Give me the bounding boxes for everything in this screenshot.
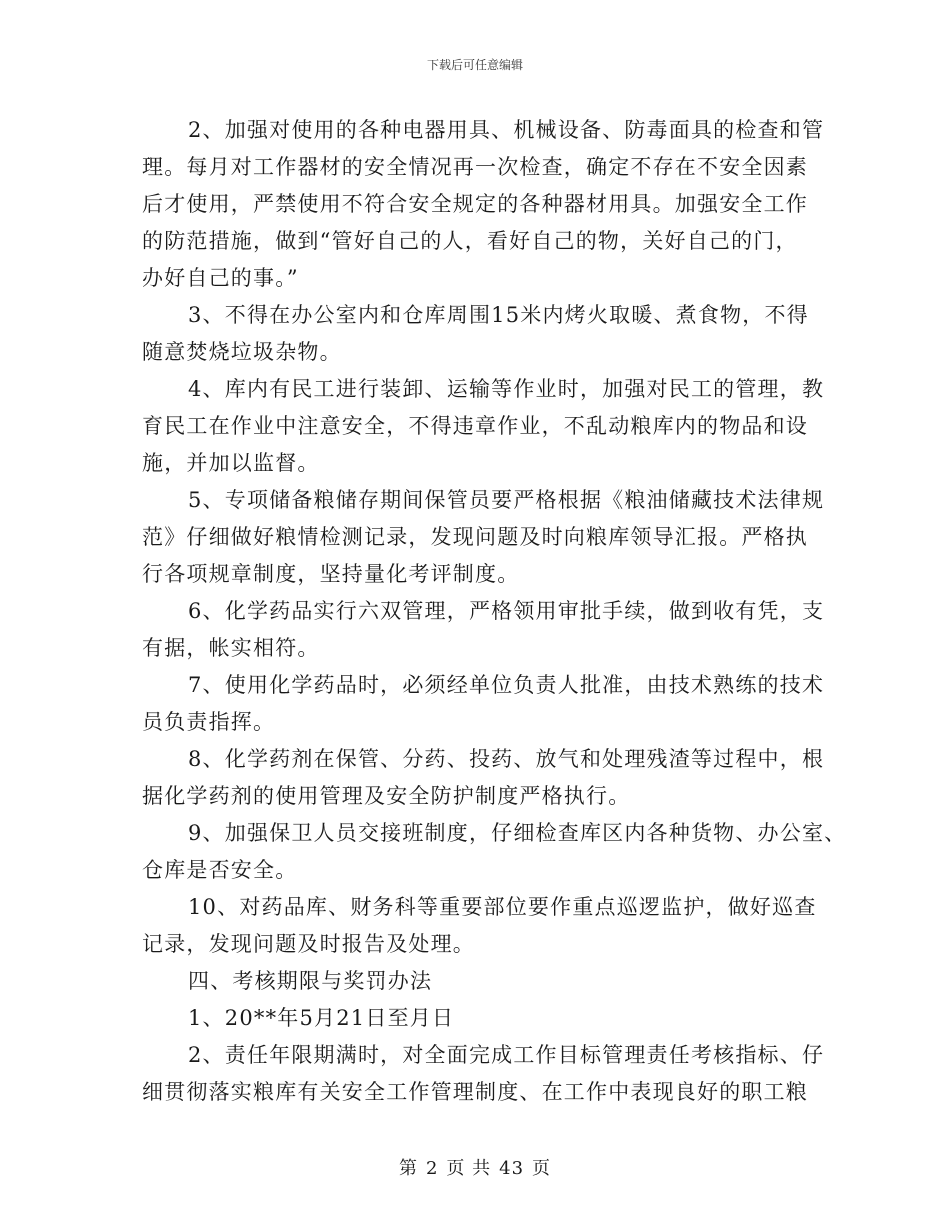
text-line: 办好自己的事。” bbox=[142, 266, 299, 290]
text-line: 细贯彻落实粮库有关安全工作管理制度、在工作中表现良好的职工粮 bbox=[142, 1080, 808, 1104]
text-line: 施，并加以监督。 bbox=[142, 451, 320, 475]
text-line: 的防范措施，做到“管好自己的人，看好自己的物，关好自己的门， bbox=[142, 229, 798, 253]
text-line: 行各项规章制度，坚持量化考评制度。 bbox=[142, 562, 520, 586]
page-footer bbox=[0, 1154, 950, 1180]
text-line: 7、使用化学药品时，必须经单位负责人批准，由技术熟练的技术 bbox=[188, 673, 825, 697]
text-line: 有据，帐实相符。 bbox=[142, 636, 320, 660]
text-line: 1、20**年5月21日至月日 bbox=[188, 1006, 455, 1030]
text-line: 5、专项储备粮储存期间保管员要严格根据《粮油储藏技术法律规 bbox=[188, 488, 825, 512]
text-line: 员负责指挥。 bbox=[142, 710, 276, 734]
total-pages-number: 43 bbox=[499, 1158, 525, 1179]
text-line: 2、加强对使用的各种电器用具、机械设备、防毒面具的检查和管 bbox=[188, 118, 825, 142]
text-line: 9、加强保卫人员交接班制度，仔细检查库区内各种货物、办公室、 bbox=[188, 821, 847, 845]
text-line: 10、对药品库、财务科等重要部位要作重点巡逻监护，做好巡查 bbox=[188, 895, 817, 919]
footer-prefix: 第 bbox=[398, 1158, 418, 1179]
text-line: 2、责任年限期满时，对全面完成工作目标管理责任考核指标、仔 bbox=[188, 1043, 825, 1067]
text-line: 范》仔细做好粮情检测记录，发现问题及时向粮库领导汇报。严格执 bbox=[142, 525, 808, 549]
text-line: 仓库是否安全。 bbox=[142, 858, 298, 882]
current-page-number: 2 bbox=[425, 1158, 439, 1179]
text-line: 4、库内有民工进行装卸、运输等作业时，加强对民工的管理，教 bbox=[188, 377, 825, 401]
document-body bbox=[142, 112, 847, 1111]
footer-middle: 页 共 bbox=[446, 1158, 492, 1179]
footer-suffix: 页 bbox=[532, 1158, 552, 1179]
text-line: 记录，发现问题及时报告及处理。 bbox=[142, 932, 475, 956]
text-line: 据化学药剂的使用管理及安全防护制度严格执行。 bbox=[142, 784, 631, 808]
text-line: 育民工在作业中注意安全，不得违章作业，不乱动粮库内的物品和设 bbox=[142, 414, 808, 438]
text-line: 理。每月对工作器材的安全情况再一次检查，确定不存在不安全因素 bbox=[142, 155, 808, 179]
section-heading: 四、考核期限与奖罚办法 bbox=[188, 969, 433, 993]
text-line: 随意焚烧垃圾杂物。 bbox=[142, 340, 342, 364]
text-line: 3、不得在办公室内和仓库周围15米内烤火取暖、煮食物，不得 bbox=[188, 303, 809, 327]
page-header: 下载后可任意编辑 bbox=[426, 58, 523, 72]
text-line: 6、化学药品实行六双管理，严格领用审批手续，做到收有凭，支 bbox=[188, 599, 825, 623]
text-line: 8、化学药剂在保管、分药、投药、放气和处理残渣等过程中，根 bbox=[188, 747, 825, 771]
text-line: 后才使用，严禁使用不符合安全规定的各种器材用具。加强安全工作 bbox=[142, 192, 808, 216]
